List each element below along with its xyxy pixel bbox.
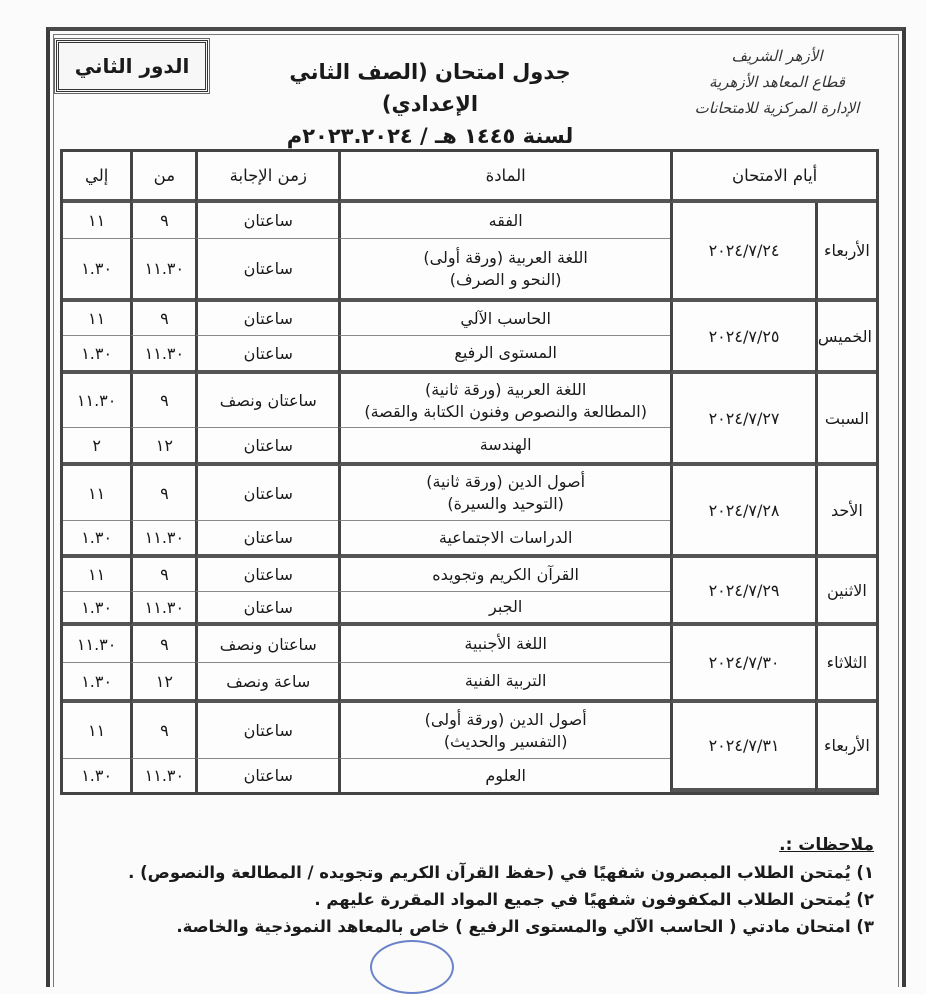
day-cell: الأربعاء [815,703,876,792]
subject-cell: اللغة العربية (ورقة ثانية) (المطالعة والنصوص وفنون الكتابة والقصة) [338,374,670,428]
from-cell: ٩ [130,302,195,336]
subject-cell: الدراسات الاجتماعية [338,521,670,558]
day-cell: الخميس [815,302,876,374]
day-cell: الاثنين [815,558,876,626]
subject-cell: القرآن الكريم وتجويده [338,558,670,592]
duration-cell: ساعتان [195,203,338,239]
round-label: الدور الثاني [56,40,208,92]
duration-cell: ساعتان ونصف [195,626,338,663]
subject-cell: الهندسة [338,428,670,466]
duration-cell: ساعتان [195,703,338,759]
official-stamp [370,940,454,994]
from-cell: ١١.٣٠ [130,759,195,792]
to-cell: ١١.٣٠ [63,626,130,663]
table-row [63,626,876,663]
note-item: ١) يُمتحن الطلاب المبصرون شفهيًا في (حفظ القرآن الكريم وتجويده / المطالعة والنصوص) . [128,863,874,882]
date-cell: ٢٠٢٤/٧/٢٥ [670,302,815,374]
page-title [240,56,620,152]
day-cell: الثلاثاء [815,626,876,703]
notes-section [54,832,874,940]
from-cell: ١١.٣٠ [130,239,195,302]
duration-cell: ساعتان ونصف [195,374,338,428]
from-cell: ٩ [130,466,195,521]
header-duration: زمن الإجابة [195,152,338,203]
table-row [63,466,876,521]
subject-cell: المستوى الرفيع [338,336,670,374]
to-cell: ١١ [63,302,130,336]
note-item: ٣) امتحان مادتي ( الحاسب الآلي والمستوى الرفيع ) خاص بالمعاهد النموذجية والخاصة. [176,917,874,936]
day-cell: الأحد [815,466,876,558]
table-row [63,374,876,428]
subject-cell: الفقه [338,203,670,239]
duration-cell: ساعتان [195,302,338,336]
azhar-logo [672,43,882,121]
header-subject: المادة [338,152,670,203]
duration-cell: ساعتان [195,592,338,626]
notes-heading: ملاحظات :. [779,835,874,855]
duration-cell: ساعتان [195,239,338,302]
subject-cell: الحاسب الآلي [338,302,670,336]
date-cell: ٢٠٢٤/٧/٣١ [670,703,815,792]
to-cell: ١.٣٠ [63,592,130,626]
from-cell: ١٢ [130,428,195,466]
subject-cell: اللغة العربية (ورقة أولى) (النحو و الصرف) [338,239,670,302]
to-cell: ١.٣٠ [63,336,130,374]
header-from: من [130,152,195,203]
title-line-2: لسنة ١٤٤٥ هـ / ٢٠٢٣.٢٠٢٤م [286,124,574,148]
date-cell: ٢٠٢٤/٧/٢٧ [670,374,815,466]
day-cell: الأربعاء [815,203,876,302]
duration-cell: ساعتان [195,558,338,592]
from-cell: ٩ [130,558,195,592]
date-cell: ٢٠٢٤/٧/٢٤ [670,203,815,302]
table-row [63,302,876,336]
from-cell: ٩ [130,374,195,428]
to-cell: ٢ [63,428,130,466]
subject-cell: الجبر [338,592,670,626]
to-cell: ١١.٣٠ [63,374,130,428]
to-cell: ١١ [63,203,130,239]
to-cell: ١١ [63,466,130,521]
note-item: ٢) يُمتحن الطلاب المكفوفون شفهيًا في جميع المواد المقررة عليهم . [314,890,874,909]
from-cell: ١١.٣٠ [130,336,195,374]
to-cell: ١١ [63,558,130,592]
from-cell: ٩ [130,203,195,239]
duration-cell: ساعتان [195,521,338,558]
header-days: أيام الامتحان [670,152,876,203]
duration-cell: ساعتان [195,336,338,374]
from-cell: ٩ [130,703,195,759]
date-cell: ٢٠٢٤/٧/٢٨ [670,466,815,558]
subject-cell: أصول الدين (ورقة أولى) (التفسير والحديث) [338,703,670,759]
logo-line-1: الأزهر الشريف [731,47,823,65]
header-to: إلي [63,152,130,203]
title-line-1: جدول امتحان (الصف الثاني الإعدادي) [289,60,571,116]
subject-cell: أصول الدين (ورقة ثانية) (التوحيد والسيرة) [338,466,670,521]
subject-cell: العلوم [338,759,670,792]
subject-cell: اللغة الأجنبية [338,626,670,663]
to-cell: ١.٣٠ [81,766,113,785]
from-cell: ٩ [130,626,195,663]
logo-line-2: قطاع المعاهد الأزهرية [709,73,845,91]
day-cell: السبت [815,374,876,466]
duration-cell: ساعة ونصف [195,663,338,703]
table-row [63,203,876,239]
date-cell: ٢٠٢٤/٧/٢٩ [670,558,815,626]
to-cell: ١.٣٠ [63,239,130,302]
table-header-row [63,152,876,203]
from-cell: ١١.٣٠ [130,592,195,626]
table-row [63,703,876,759]
date-cell: ٢٠٢٤/٧/٣٠ [670,626,815,703]
from-cell: ١١.٣٠ [130,521,195,558]
subject-cell: التربية الفنية [338,663,670,703]
to-cell: ١١ [63,703,130,759]
to-cell: ١.٣٠ [63,663,130,703]
to-cell: ١.٣٠ [63,521,130,558]
exam-schedule-table [60,149,879,795]
duration-cell: ساعتان [195,466,338,521]
logo-line-3: الإدارة المركزية للامتحانات [694,99,860,117]
duration-cell: ساعتان [195,428,338,466]
duration-cell: ساعتان [195,759,338,792]
table-row [63,558,876,592]
from-cell: ١٢ [130,663,195,703]
